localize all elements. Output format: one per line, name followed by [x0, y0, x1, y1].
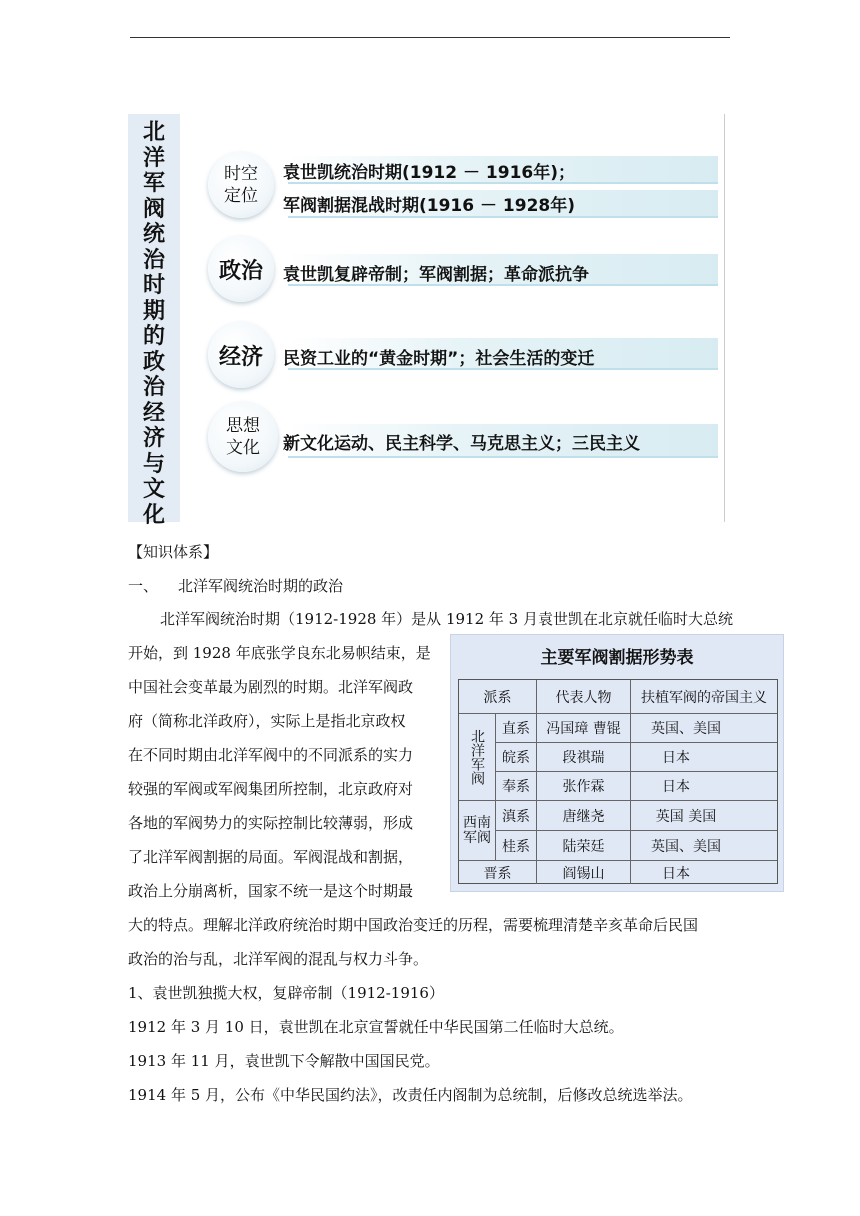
backer-cell: 英国、美国	[651, 838, 721, 855]
figure-edge	[724, 114, 725, 522]
row-text: 袁世凯复辟帝制；军阀割据；革命派抗争	[283, 265, 589, 285]
backer-cell: 日本	[662, 865, 690, 882]
vertical-title-char: 军	[142, 171, 165, 196]
vertical-title-char: 洋	[142, 145, 165, 171]
paragraph-line: 大的特点。理解北洋政府统治时期中国政治变迁的历程，需要梳理清楚辛亥革命后民国	[128, 916, 699, 934]
group-label: 西南	[463, 814, 491, 831]
header-rule	[130, 37, 730, 38]
subsection-heading: 1、袁世凯独揽大权，复辟帝制（1912-1916）	[128, 984, 444, 1002]
paragraph-line: 中国社会变革最为剧烈的时期。北洋军阀政	[128, 678, 414, 696]
leader-cell: 冯国璋 曹锟	[546, 721, 621, 737]
group-beiyang	[459, 714, 495, 800]
vertical-title-char: 的	[142, 324, 165, 349]
table-title: 主要军阀割据形势表	[540, 648, 694, 668]
row-text: 袁世凯统治时期(1912 － 1916年)；	[283, 163, 576, 183]
vertical-title-char: 经	[142, 400, 165, 426]
vertical-title-char: 化	[142, 502, 165, 528]
tag-bubble	[208, 152, 274, 218]
row-text: 民资工业的“黄金时期”；社会生活的变迁	[283, 349, 595, 369]
paragraph-line: 了北洋军阀割据的局面。军阀混战和割据，	[128, 848, 414, 866]
backer-cell: 英国 美国	[655, 808, 717, 825]
vertical-title-char: 北	[142, 120, 165, 145]
backer-cell: 英国、美国	[651, 721, 721, 737]
figure-row-economy	[198, 314, 718, 386]
group-label: 军阀	[463, 829, 491, 846]
faction-cell: 直系	[502, 721, 530, 737]
figure-row-culture	[198, 402, 718, 482]
tag-text: 经济	[218, 344, 263, 370]
overview-figure	[128, 114, 725, 528]
tag-bubble	[208, 236, 274, 302]
tag-text: 时空 定位	[224, 164, 258, 206]
paragraph-line: 政治的治与乱，北洋军阀的混乱与权力斗争。	[128, 950, 429, 968]
vertical-title	[128, 114, 180, 528]
group-southwest	[459, 801, 495, 860]
tag-bubble	[208, 322, 274, 388]
paragraph-line: 各地的军阀势力的实际控制比较薄弱，形成	[128, 814, 414, 832]
faction-cell: 晋系	[483, 865, 512, 882]
figure-row-politics	[198, 232, 718, 304]
vertical-title-char: 治	[142, 247, 165, 273]
leader-cell: 段祺瑞	[562, 750, 605, 766]
paragraph-line: 开始，到 1928 年底张学良东北易帜结束，是	[128, 644, 431, 662]
vertical-title-char: 统	[142, 222, 165, 247]
faction-cell: 皖系	[502, 750, 530, 766]
vertical-title-char: 与	[142, 451, 165, 477]
event-line: 1913 年 11 月，袁世凯下令解散中国国民党。	[128, 1052, 440, 1070]
vertical-title-char: 政	[142, 349, 165, 375]
row-text: 军阀割据混战时期(1916 － 1928年)	[283, 196, 576, 216]
paragraph-line: 较强的军阀或军阀集团所控制，北京政府对	[128, 780, 414, 798]
paragraph-line: 北洋军阀统治时期（1912-1928 年）是从 1912 年 3 月袁世凯在北京就任临时大总统	[160, 610, 733, 628]
backer-cell: 日本	[662, 779, 690, 795]
paragraph-line: 政治上分崩离析，国家不统一是这个时期最	[128, 882, 414, 900]
faction-cell: 滇系	[502, 808, 530, 825]
paragraph-line: 在不同时期由北洋军阀中的不同派系的实力	[128, 746, 414, 764]
table-header: 扶植军阀的帝国主义	[641, 689, 767, 706]
vertical-title-char: 文	[142, 477, 165, 502]
faction-cell: 奉系	[502, 779, 530, 795]
leader-cell: 阎锡山	[562, 865, 605, 882]
heading-number: 一、	[128, 577, 159, 595]
tag-text: 思想 文化	[226, 416, 260, 458]
tag-bubble	[208, 402, 278, 472]
heading-text: 北洋军阀统治时期的政治	[178, 577, 344, 595]
leader-cell: 张作霖	[562, 779, 605, 795]
vertical-title-char: 治	[142, 375, 165, 400]
warlord-table	[458, 679, 778, 884]
group-label: 北洋军阀	[469, 729, 485, 785]
figure-row-time	[198, 150, 718, 222]
paragraph-line: 府（简称北洋政府），实际上是指北京政权	[128, 712, 406, 730]
leader-cell: 陆荣廷	[562, 838, 605, 855]
event-line: 1912 年 3 月 10 日，袁世凯在北京宣誓就任中华民国第二任临时大总统。	[128, 1018, 624, 1036]
faction-cell: 桂系	[502, 838, 530, 855]
event-line: 1914 年 5 月，公布《中华民国约法》，改责任内阁制为总统制，后修改总统选举法。	[128, 1086, 693, 1104]
vertical-title-char: 期	[142, 298, 165, 324]
table-header: 派系	[483, 689, 512, 706]
section-label: 【知识体系】	[128, 543, 219, 561]
table-header: 代表人物	[555, 689, 612, 706]
vertical-title-char: 时	[142, 273, 165, 298]
backer-cell: 日本	[662, 750, 690, 766]
row-text: 新文化运动、民主科学、马克思主义；三民主义	[283, 434, 640, 454]
vertical-title-char: 济	[142, 426, 165, 451]
warlord-table-figure	[450, 634, 784, 892]
vertical-title-char: 阀	[142, 196, 165, 222]
section-heading	[128, 575, 343, 596]
tag-text: 政治	[218, 258, 263, 284]
leader-cell: 唐继尧	[562, 808, 605, 825]
